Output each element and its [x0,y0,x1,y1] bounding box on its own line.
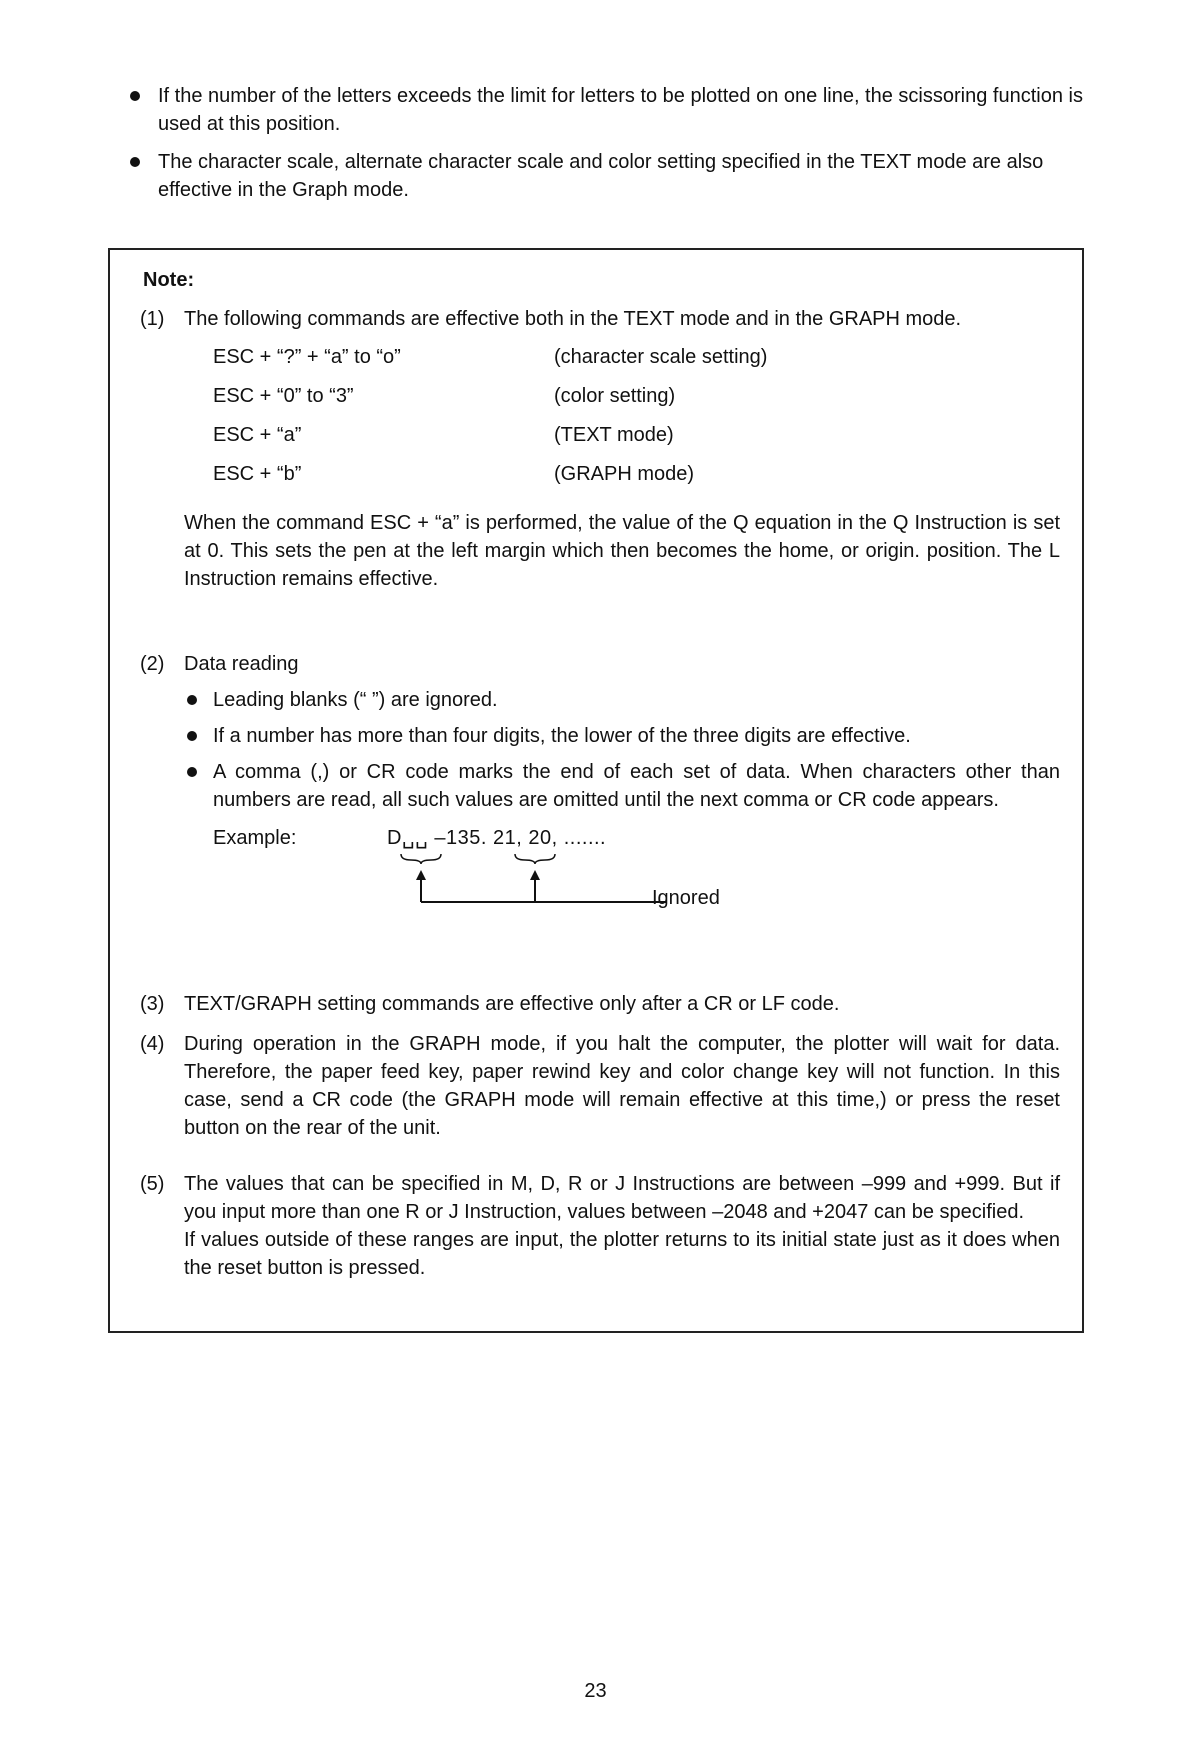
command-row [140,421,1060,460]
command-row [140,343,1060,382]
item-paragraph: When the command ESC + “a” is performed, the value of the Q equation in the Q Instruction is set at 0. This sets the pen at the left margin which then becomes the home, or origin. position. The L Instruction remains effective. [184,512,1060,590]
command-code: ESC + “0” to “3” [213,385,354,407]
sub-bullet-item [140,758,1060,814]
bullet-dot-icon [187,731,197,741]
page-number: 23 [584,1680,607,1702]
item-number: (1) [140,308,165,330]
ignored-pointer-diagram [380,850,670,920]
bullet-item [126,148,1111,204]
command-description: (character scale setting) [554,346,768,368]
sub-bullet-text: A comma (,) or CR code marks the end of each set of data. When characters other than numbers are read, all such values are omitted until the next comma or CR code appears. [213,761,1060,811]
note-title: Note: [143,269,195,291]
top-bullet-list [126,82,1111,214]
note-item-3 [140,990,1060,1018]
item-paragraph: If values outside of these ranges are input, the plotter returns to its initial state just as it does when the reset button is pressed. [184,1229,1060,1279]
bullet-dot-icon [187,695,197,705]
bullet-text: The character scale, alternate character scale and color setting specified in the TEXT mode are also effective in the Graph mode. [158,151,1044,201]
sub-bullet-item [140,686,1060,714]
sub-bullet-text: Leading blanks (“ ”) are ignored. [213,689,498,711]
item-number: (2) [140,653,165,675]
item-text: During operation in the GRAPH mode, if you halt the computer, the plotter will wait for data. Therefore, the paper feed key, paper rewind key and color change key will not function. In this case, send a CR code (the GRAPH mode will remain effective at this time,) or press the reset button on the rear of the unit. [184,1033,1060,1139]
bullet-dot-icon [130,157,140,167]
item-number: (3) [140,993,165,1015]
command-code: ESC + “?” + “a” to “o” [213,346,401,368]
sub-bullet-item [140,722,1060,750]
note-box [108,248,1084,1333]
note-item-4 [140,1030,1060,1142]
command-row [140,460,1060,499]
command-row [140,382,1060,421]
example-block [140,824,1060,934]
note-item-2 [140,650,1060,934]
command-description: (color setting) [554,385,676,407]
item-number: (5) [140,1173,165,1195]
command-description: (GRAPH mode) [554,463,695,485]
command-table [140,343,1060,499]
ignored-label: Ignored [652,887,720,909]
bullet-dot-icon [130,91,140,101]
item-text: The values that can be specified in M, D, R or J Instructions are between –999 and +999. But if you input more than one R or J Instruction, values between –2048 and +2047 can be specified. [184,1173,1060,1223]
sub-bullet-text: If a number has more than four digits, the lower of the three digits are effective. [213,725,911,747]
example-text: D␣␣ –135. 21, 20, ....... [387,827,607,849]
command-description: (TEXT mode) [554,424,674,446]
note-item-5 [140,1170,1060,1282]
bullet-text: If the number of the letters exceeds the limit for letters to be plotted on one line, the scissoring function is used at this position. [158,85,1083,135]
item-text: TEXT/GRAPH setting commands are effective only after a CR or LF code. [184,993,840,1015]
bullet-dot-icon [187,767,197,777]
item-number: (4) [140,1033,165,1055]
example-label: Example: [213,827,297,849]
note-item-1 [140,305,1060,593]
bullet-item [126,82,1111,138]
command-code: ESC + “a” [213,424,302,446]
item-text: The following commands are effective both in the TEXT mode and in the GRAPH mode. [184,308,962,330]
item-text: Data reading [184,653,299,675]
command-code: ESC + “b” [213,463,302,485]
